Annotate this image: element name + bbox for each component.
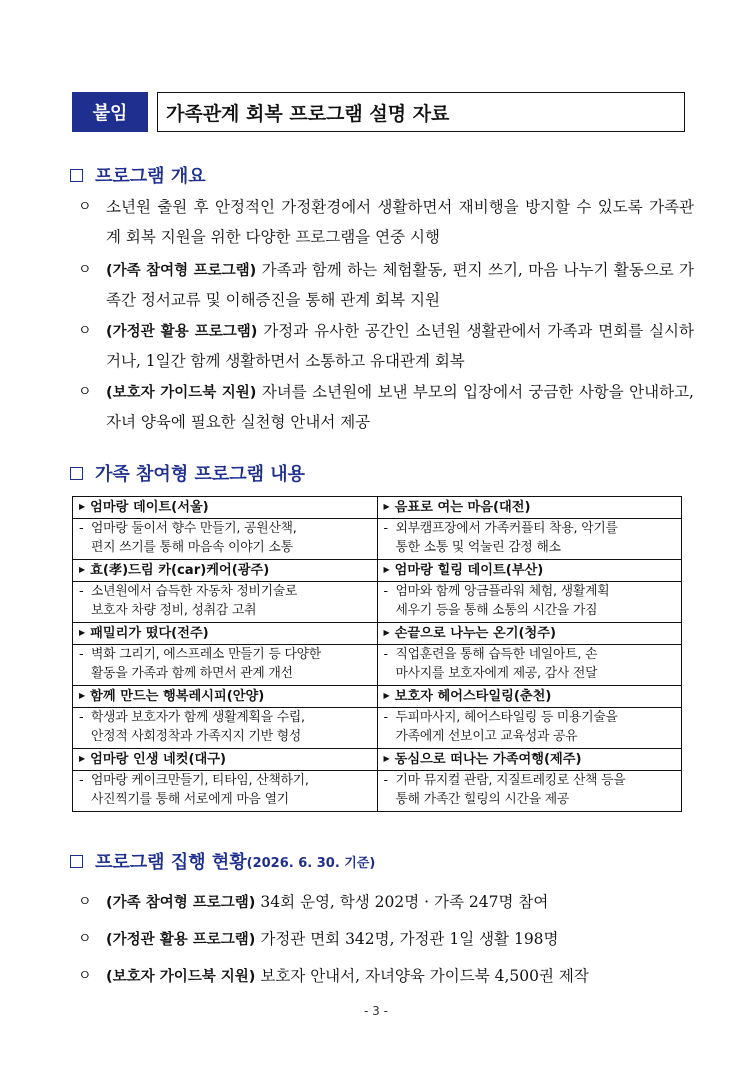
status-bullet-1: ㅇ (가족 참여형 프로그램) 34회 운영, 학생 202명 · 가족 247명 참여 <box>78 888 694 918</box>
dash-bullet-icon: - <box>383 710 388 725</box>
program-title-row <box>73 560 682 582</box>
circle-bullet-icon: ㅇ <box>78 968 92 984</box>
program-title: 동심으로 떠나는 가족여행(제주) <box>394 752 582 767</box>
dash-bullet-icon: - <box>383 773 388 788</box>
program-desc-row <box>73 708 682 749</box>
program-desc-cell <box>73 708 378 749</box>
triangle-bullet-icon: ▶ <box>383 502 390 511</box>
program-title-row <box>73 686 682 708</box>
program-title: 함께 만드는 행복레시피(안양) <box>90 689 265 704</box>
dash-bullet-icon: - <box>383 584 388 599</box>
program-desc-line: 엄마와 함께 앙금플라워 체험, 생활계획 <box>395 584 610 599</box>
triangle-bullet-icon: ▶ <box>383 628 390 637</box>
circle-bullet-icon: ㅇ <box>78 199 92 215</box>
triangle-bullet-icon: ▶ <box>79 754 86 763</box>
dash-bullet-icon: - <box>383 521 388 536</box>
program-title-row <box>73 623 682 645</box>
dash-bullet-icon: - <box>79 710 84 725</box>
program-title-cell <box>73 686 378 708</box>
program-desc-line: 보호자 차량 정비, 성취감 고취 <box>91 603 257 618</box>
program-desc-line: 직업훈련을 통해 습득한 네일아트, 손 <box>395 647 598 662</box>
page-number: - 3 - <box>364 1004 388 1018</box>
section-heading-status: 프로그램 집행 현황 (2026. 6. 30. 기준) <box>70 848 375 874</box>
program-desc-line: 가족에게 선보이고 교육성과 공유 <box>395 729 578 744</box>
program-title: 손끝으로 나누는 온기(청주) <box>394 626 557 641</box>
program-desc-line: 마사지를 보호자에게 제공, 감사 전달 <box>395 666 598 681</box>
program-desc-line: 통한 소통 및 억눌린 감정 해소 <box>395 540 561 555</box>
program-desc-row <box>73 582 682 623</box>
document-title: 가족관계 회복 프로그램 설명 자료 <box>157 92 685 132</box>
dash-bullet-icon: - <box>383 647 388 662</box>
section-heading-family-programs: 가족 참여형 프로그램 내용 <box>70 460 305 486</box>
program-desc-line: 안정적 사회정착과 가족지지 기반 형성 <box>91 729 302 744</box>
program-desc-line: 편지 쓰기를 통해 마음속 이야기 소통 <box>91 540 293 555</box>
program-title: 보호자 헤어스타일링(춘천) <box>394 689 552 704</box>
status-bullet-2: ㅇ (가정관 활용 프로그램) 가정관 면회 342명, 가정관 1일 생활 198명 <box>78 925 694 955</box>
program-desc-line: 외부캠프장에서 가족커플티 착용, 악기를 <box>395 521 618 536</box>
program-desc-cell <box>377 582 682 623</box>
program-desc-row <box>73 519 682 560</box>
dash-bullet-icon: - <box>79 521 84 536</box>
program-title-row <box>73 497 682 519</box>
triangle-bullet-icon: ▶ <box>79 628 86 637</box>
program-title: 효(孝)드림 카(car)케어(광주) <box>90 563 270 578</box>
square-bullet-icon <box>70 855 83 868</box>
circle-bullet-icon: ㅇ <box>78 262 92 278</box>
program-desc-line: 사진찍기를 통해 서로에게 마음 열기 <box>91 792 289 807</box>
program-title: 엄마랑 데이트(서울) <box>90 500 209 515</box>
program-desc-cell <box>377 519 682 560</box>
document-header <box>72 92 685 132</box>
overview-bullet-1: ㅇ 소년원 출원 후 안정적인 가정환경에서 생활하면서 재비행을 방지할 수 있도록 가족관계 회복 지원을 위한 다양한 프로그램을 연중 시행 <box>78 193 694 252</box>
program-desc-row <box>73 771 682 812</box>
program-desc-line: 세우기 등을 통해 소통의 시간을 가짐 <box>395 603 598 618</box>
square-bullet-icon <box>70 169 83 182</box>
program-desc-cell <box>73 645 378 686</box>
program-desc-cell <box>377 708 682 749</box>
overview-bullet-3: ㅇ (가정관 활용 프로그램) 가정과 유사한 공간인 소년원 생활관에서 가족과 면회를 실시하거나, 1일간 함께 생활하면서 소통하고 유대관계 회복 <box>78 317 694 376</box>
program-desc-cell <box>73 771 378 812</box>
program-title-cell <box>377 560 682 582</box>
triangle-bullet-icon: ▶ <box>79 502 86 511</box>
triangle-bullet-icon: ▶ <box>79 565 86 574</box>
program-desc-line: 엄마랑 둘이서 향수 만들기, 공원산책, <box>91 521 297 536</box>
section-heading-overview: 프로그램 개요 <box>70 162 206 188</box>
program-title-cell <box>73 560 378 582</box>
program-desc-line: 학생과 보호자가 함께 생활계획을 수립, <box>91 710 305 725</box>
overview-bullet-2: ㅇ (가족 참여형 프로그램) 가족과 함께 하는 체험활동, 편지 쓰기, 마음 나누기 활동으로 가족간 정서교류 및 이해증진을 통해 관계 회복 지원 <box>78 256 694 315</box>
program-desc-cell <box>73 582 378 623</box>
circle-bullet-icon: ㅇ <box>78 323 92 339</box>
program-desc-line: 두피마사지, 헤어스타일링 등 미용기술을 <box>395 710 618 725</box>
program-title: 엄마랑 힐링 데이트(부산) <box>394 563 544 578</box>
attachment-badge: 붙임 <box>72 92 148 132</box>
program-desc-line: 벽화 그리기, 에스프레소 만들기 등 다양한 <box>91 647 321 662</box>
program-title-row <box>73 749 682 771</box>
program-desc-cell <box>377 771 682 812</box>
triangle-bullet-icon: ▶ <box>383 565 390 574</box>
circle-bullet-icon: ㅇ <box>78 931 92 947</box>
program-desc-cell <box>73 519 378 560</box>
program-title: 패밀리가 떴다(전주) <box>90 626 209 641</box>
circle-bullet-icon: ㅇ <box>78 384 92 400</box>
program-desc-cell <box>377 645 682 686</box>
program-title-cell <box>377 686 682 708</box>
family-program-table <box>72 496 682 812</box>
program-title-cell <box>377 497 682 519</box>
status-bullet-3: ㅇ (보호자 가이드북 지원) 보호자 안내서, 자녀양육 가이드북 4,500권 제작 <box>78 962 694 992</box>
triangle-bullet-icon: ▶ <box>383 754 390 763</box>
program-title-cell <box>73 497 378 519</box>
program-title: 음표로 여는 마음(대전) <box>394 500 531 515</box>
program-desc-line: 소년원에서 습득한 자동차 정비기술로 <box>91 584 298 599</box>
triangle-bullet-icon: ▶ <box>383 691 390 700</box>
program-desc-line: 엄마랑 케이크만들기, 티타임, 산책하기, <box>91 773 309 788</box>
program-desc-line: 기마 뮤지컬 관람, 지질트레킹로 산책 등을 <box>395 773 626 788</box>
program-title: 엄마랑 인생 네컷(대구) <box>90 752 227 767</box>
program-desc-line: 활동을 가족과 함께 하면서 관계 개선 <box>91 666 293 681</box>
triangle-bullet-icon: ▶ <box>79 691 86 700</box>
program-title-cell <box>377 749 682 771</box>
circle-bullet-icon: ㅇ <box>78 894 92 910</box>
program-desc-row <box>73 645 682 686</box>
square-bullet-icon <box>70 467 83 480</box>
dash-bullet-icon: - <box>79 584 84 599</box>
dash-bullet-icon: - <box>79 773 84 788</box>
dash-bullet-icon: - <box>79 647 84 662</box>
status-date: (2026. 6. 30. 기준) <box>246 855 376 871</box>
program-title-cell <box>377 623 682 645</box>
program-desc-line: 통해 가족간 힐링의 시간을 제공 <box>395 792 570 807</box>
program-title-cell <box>73 749 378 771</box>
program-title-cell <box>73 623 378 645</box>
overview-bullet-4: ㅇ (보호자 가이드북 지원) 자녀를 소년원에 보낸 부모의 입장에서 궁금한 사항을 안내하고, 자녀 양육에 필요한 실천형 안내서 제공 <box>78 378 694 437</box>
